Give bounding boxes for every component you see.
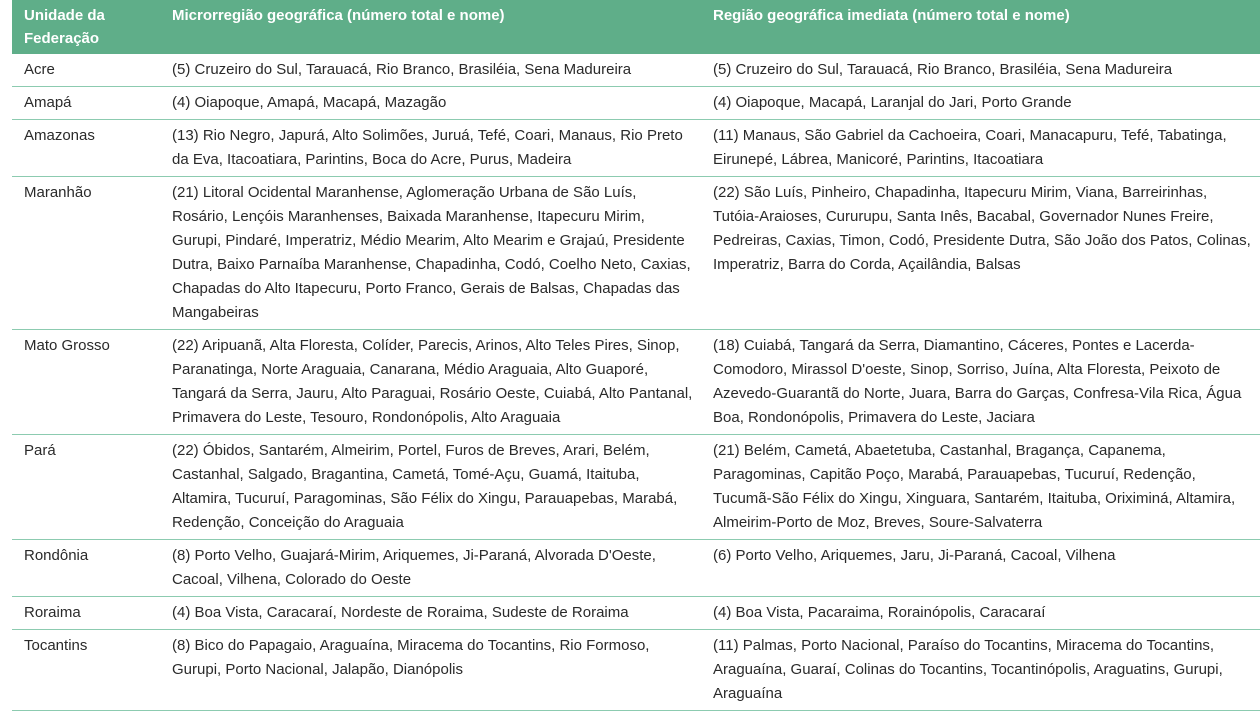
cell-microregions: (8) Porto Velho, Guajará-Mirim, Ariquemes, Ji-Paraná, Alvorada D'Oeste, Cacoal, Vilhena, Colorado do Oeste — [160, 540, 701, 597]
cell-immediate-regions: (18) Cuiabá, Tangará da Serra, Diamantino, Cáceres, Pontes e Lacerda-Comodoro, Mirassol D'oeste, Sinop, Sorriso, Juína, Alta Floresta, Peixoto de Azevedo-Guarantã do Norte, Juara, Barra do Garças, Confresa-Vila Rica, Água Boa, Rondonópolis, Primavera do Leste, Jaciara — [701, 330, 1260, 435]
cell-state: Roraima — [12, 597, 160, 630]
header-row — [12, 0, 1260, 54]
cell-immediate-regions: (22) São Luís, Pinheiro, Chapadinha, Itapecuru Mirim, Viana, Barreirinhas, Tutóia-Araioses, Cururupu, Santa Inês, Bacabal, Governador Nunes Freire, Pedreiras, Caxias, Timon, Codó, Presidente Dutra, São João dos Patos, Colinas, Imperatriz, Barra do Corda, Açailândia, Balsas — [701, 177, 1260, 330]
cell-immediate-regions: (4) Oiapoque, Macapá, Laranjal do Jari, Porto Grande — [701, 87, 1260, 120]
header-unidade: Unidade da Federação — [12, 0, 160, 54]
cell-immediate-regions: (21) Belém, Cametá, Abaetetuba, Castanhal, Bragança, Capanema, Paragominas, Capitão Poço, Marabá, Parauapebas, Tucuruí, Redenção, Tucumã-São Félix do Xingu, Xinguara, Santarém, Itaituba, Oriximiná, Altamira, Almeirim-Porto de Moz, Breves, Soure-Salvaterra — [701, 435, 1260, 540]
table-row — [12, 177, 1260, 330]
cell-immediate-regions: (11) Palmas, Porto Nacional, Paraíso do Tocantins, Miracema do Tocantins, Araguaína, Guaraí, Colinas do Tocantins, Tocantinópolis, Araguatins, Gurupi, Araguaína — [701, 630, 1260, 711]
header-microrregiao: Microrregião geográfica (número total e nome) — [160, 0, 701, 54]
cell-microregions: (13) Rio Negro, Japurá, Alto Solimões, Juruá, Tefé, Coari, Manaus, Rio Preto da Eva, Itacoatiara, Parintins, Boca do Acre, Purus, Madeira — [160, 120, 701, 177]
cell-state: Maranhão — [12, 177, 160, 330]
cell-microregions: (4) Boa Vista, Caracaraí, Nordeste de Roraima, Sudeste de Roraima — [160, 597, 701, 630]
table-row — [12, 120, 1260, 177]
table-header — [12, 0, 1260, 54]
header-regiao-imediata: Região geográfica imediata (número total e nome) — [701, 0, 1260, 54]
cell-microregions: (4) Oiapoque, Amapá, Macapá, Mazagão — [160, 87, 701, 120]
cell-state: Tocantins — [12, 630, 160, 711]
table-row — [12, 540, 1260, 597]
table-row — [12, 87, 1260, 120]
cell-microregions: (8) Bico do Papagaio, Araguaína, Miracema do Tocantins, Rio Formoso, Gurupi, Porto Nacional, Jalapão, Dianópolis — [160, 630, 701, 711]
regions-table — [12, 0, 1260, 711]
cell-state: Amapá — [12, 87, 160, 120]
cell-microregions: (5) Cruzeiro do Sul, Tarauacá, Rio Branco, Brasiléia, Sena Madureira — [160, 54, 701, 87]
table-row — [12, 630, 1260, 711]
table-row — [12, 435, 1260, 540]
cell-state: Amazonas — [12, 120, 160, 177]
table-row — [12, 330, 1260, 435]
cell-state: Rondônia — [12, 540, 160, 597]
table-row — [12, 54, 1260, 87]
cell-immediate-regions: (6) Porto Velho, Ariquemes, Jaru, Ji-Paraná, Cacoal, Vilhena — [701, 540, 1260, 597]
cell-immediate-regions: (5) Cruzeiro do Sul, Tarauacá, Rio Branco, Brasiléia, Sena Madureira — [701, 54, 1260, 87]
cell-immediate-regions: (4) Boa Vista, Pacaraima, Rorainópolis, Caracaraí — [701, 597, 1260, 630]
cell-state: Pará — [12, 435, 160, 540]
cell-state: Mato Grosso — [12, 330, 160, 435]
cell-microregions: (22) Aripuanã, Alta Floresta, Colíder, Parecis, Arinos, Alto Teles Pires, Sinop, Paranatinga, Norte Araguaia, Canarana, Médio Araguaia, Alto Guaporé, Tangará da Serra, Jauru, Alto Paraguai, Rosário Oeste, Cuiabá, Alto Pantanal, Primavera do Leste, Tesouro, Rondonópolis, Alto Araguaia — [160, 330, 701, 435]
table-row — [12, 597, 1260, 630]
table-body — [12, 54, 1260, 711]
cell-microregions: (21) Litoral Ocidental Maranhense, Aglomeração Urbana de São Luís, Rosário, Lençóis Maranhenses, Baixada Maranhense, Itapecuru Mirim, Gurupi, Pindaré, Imperatriz, Médio Mearim, Alto Mearim e Grajaú, Presidente Dutra, Baixo Parnaíba Maranhense, Chapadinha, Codó, Coelho Neto, Caxias, Chapadas do Alto Itapecuru, Porto Franco, Gerais de Balsas, Chapadas das Mangabeiras — [160, 177, 701, 330]
cell-immediate-regions: (11) Manaus, São Gabriel da Cachoeira, Coari, Manacapuru, Tefé, Tabatinga, Eirunepé, Lábrea, Manicoré, Parintins, Itacoatiara — [701, 120, 1260, 177]
cell-state: Acre — [12, 54, 160, 87]
cell-microregions: (22) Óbidos, Santarém, Almeirim, Portel, Furos de Breves, Arari, Belém, Castanhal, Salgado, Bragantina, Cametá, Tomé-Açu, Guamá, Itaituba, Altamira, Tucuruí, Paragominas, São Félix do Xingu, Parauapebas, Marabá, Redenção, Conceição do Araguaia — [160, 435, 701, 540]
